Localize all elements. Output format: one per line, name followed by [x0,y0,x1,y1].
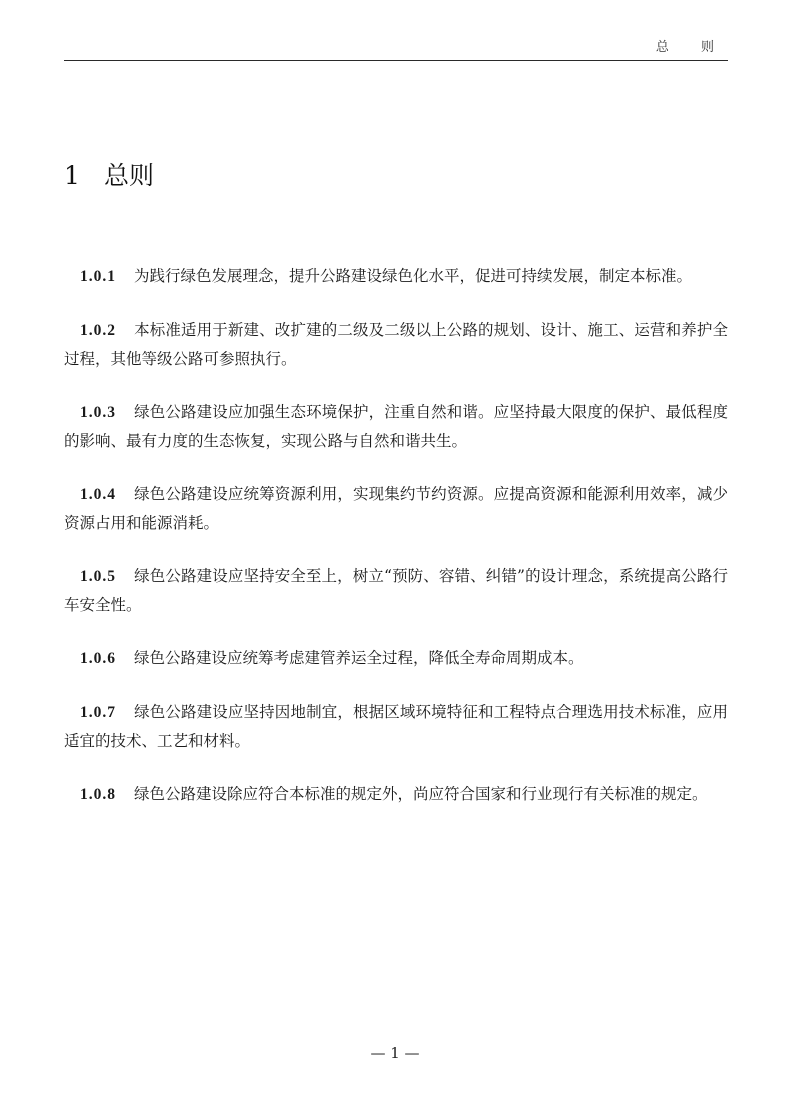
clause-1-0-7 [64,698,728,755]
clause-text: 绿色公路建设应统筹考虑建管养运全过程，降低全寿命周期成本。 [134,649,584,667]
clause-text: 本标准适用于新建、改扩建的二级及二级以上公路的规划、设计、施工、运营和养护全过程，其他等级公路可参照执行。 [64,321,728,368]
clause-1-0-4 [64,480,728,537]
clause-1-0-2 [64,316,728,373]
clause-number: 1.0.1 [80,268,116,285]
clause-1-0-1 [64,262,728,291]
clause-text: 绿色公路建设除应符合本标准的规定外，尚应符合国家和行业现行有关标准的规定。 [134,785,708,803]
page-number: — 1 — [370,1044,420,1062]
clause-text: 绿色公路建设应加强生态环境保护，注重自然和谐。应坚持最大限度的保护、最低程度的影响、最有力度的生态恢复，实现公路与自然和谐共生。 [64,403,728,450]
clause-number: 1.0.8 [80,786,116,803]
clause-text: 为践行绿色发展理念，提升公路建设绿色化水平，促进可持续发展，制定本标准。 [134,267,693,285]
clause-text: 绿色公路建设应统筹资源利用，实现集约节约资源。应提高资源和能源利用效率，减少资源占用和能源消耗。 [64,485,728,532]
clause-number: 1.0.5 [80,568,116,585]
clause-1-0-5 [64,562,728,619]
clause-1-0-8 [64,780,728,809]
clause-number: 1.0.4 [80,486,116,503]
clause-1-0-3 [64,398,728,455]
clause-number: 1.0.6 [80,650,116,667]
chapter-title [64,160,154,192]
chapter-title-text: 总则 [104,161,155,190]
clause-number: 1.0.7 [80,704,116,721]
clause-number: 1.0.3 [80,404,116,421]
clause-number: 1.0.2 [80,322,116,339]
clause-1-0-6 [64,644,728,673]
clause-text: 绿色公路建设应坚持安全至上，树立“预防、容错、纠错”的设计理念，系统提高公路行车安全性。 [64,567,728,614]
clause-text: 绿色公路建设应坚持因地制宜，根据区域环境特征和工程特点合理选用技术标准，应用适宜的技术、工艺和材料。 [64,703,728,750]
chapter-number: 1 [64,161,80,190]
header-rule [64,60,728,61]
clause-list [64,262,728,809]
running-header: 总 则 [655,40,728,55]
